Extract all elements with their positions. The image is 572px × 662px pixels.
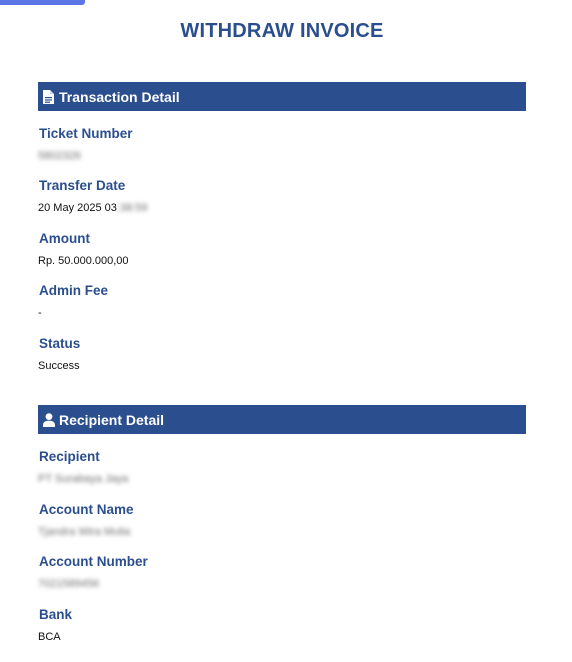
account-name-label: Account Name xyxy=(39,502,134,517)
amount-field xyxy=(38,231,518,268)
recipient-label: Recipient xyxy=(39,449,100,464)
transfer-date-label: Transfer Date xyxy=(39,178,126,193)
admin-fee-field xyxy=(38,283,518,320)
transfer-date-value: 20 May 2025 03:38:59 xyxy=(38,202,148,214)
recipient-value: PT Surabaya Jaya xyxy=(38,473,129,485)
account-number-label: Account Number xyxy=(39,554,148,569)
transaction-detail-header xyxy=(38,82,526,111)
amount-label: Amount xyxy=(39,231,90,246)
transaction-detail-title: Transaction Detail xyxy=(59,88,180,105)
ticket-number-label: Ticket Number xyxy=(39,126,133,141)
bank-label: Bank xyxy=(39,607,73,622)
account-number-field xyxy=(38,554,518,591)
recipient-field xyxy=(38,449,518,486)
ticket-number-field xyxy=(38,126,518,163)
amount-value: Rp. 50.000.000,00 xyxy=(38,255,129,267)
account-number-value: 7021589456 xyxy=(38,578,100,590)
transfer-date-field xyxy=(38,178,518,215)
bank-field xyxy=(38,607,518,644)
page-title: WITHDRAW INVOICE xyxy=(180,20,384,42)
top-tab-indicator[interactable] xyxy=(0,0,85,5)
admin-fee-value: - xyxy=(38,307,42,319)
user-icon xyxy=(42,412,55,428)
account-name-value: Tjandra Wira Mulia xyxy=(38,526,131,538)
account-name-field xyxy=(38,502,518,539)
recipient-detail-header xyxy=(38,405,526,434)
admin-fee-label: Admin Fee xyxy=(39,283,109,298)
document-icon xyxy=(42,89,55,105)
status-value: Success xyxy=(38,360,80,372)
ticket-number-value: 5802326 xyxy=(38,150,81,162)
status-label: Status xyxy=(39,336,81,351)
recipient-detail-title: Recipient Detail xyxy=(59,411,165,428)
bank-value: BCA xyxy=(38,631,61,643)
status-field xyxy=(38,336,518,373)
